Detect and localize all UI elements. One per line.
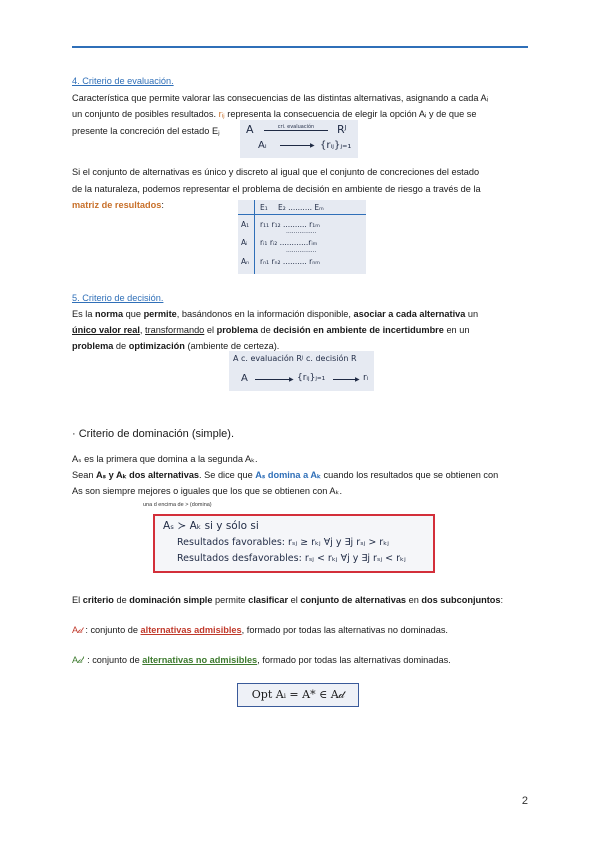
paragraph-line-2: de la naturaleza, podemos representar el problema de decisión en ambiente de riesgo a través de la [72,184,481,194]
optimal-formula-box [237,683,359,707]
evaluation-formula: A cri. evaluación Rᴶ Aᵢ ▶ {rᵢⱼ}ⱼ₌₁ [240,120,358,158]
dominance-note: una d encima de > (domina) [143,502,212,508]
section-4-line-3: presente la concreción del estado Eⱼ [72,126,220,136]
section-5-line-1: Es la norma que permite, basándonos en la información disponible, asociar a cada alternativa un [72,309,479,319]
matrix-row-a1: r₁₁ r₁₂ .......... r₁ₘ [260,220,320,229]
admissible-line: A𝒹 : conjunto de alternativas admisibles, formado por todas las alternativas no dominadas. [72,625,448,635]
results-matrix: E₁ E₂ .......... Eₘ A₁ r₁₁ r₁₂ .......... r₁ₘ ................ Aᵢ rᵢ₁ rᵢ₂ ............rᵢₘ ................ Aₙ rₙ₁ rₙ₂ .......... rₙₘ [238,200,366,274]
section-5-line-2: único valor real, transformando el problema de decisión en ambiente de incertidumbre en un [72,325,470,335]
dominance-definition-box: Aₛ ≻ Aₖ si y sólo si Resultados favorables: rₛⱼ ≥ rₖⱼ ∀j y ∃j rₛⱼ > rₖⱼ Resultados desfavorables: rₛⱼ < rₖⱼ ∀j y ∃j rₛⱼ < rₖⱼ [153,514,435,573]
classification-line: El criterio de dominación simple permite clasificar el conjunto de alternativas en dos subconjuntos: [72,595,504,605]
decision-formula: A c. evaluación Rᴶ c. decisión R A ▶ {rᵢⱼ}ⱼ₌₁ ▶ rᵢ [229,351,374,391]
dominance-line-1: Aₛ es la primera que domina a la segunda Aₖ. [72,454,258,464]
matrix-header-e1: E₁ [260,203,268,212]
non-admissible-alternatives-link: alternativas no admisibles [142,655,258,665]
dominance-line-3: As son siempre mejores o iguales que los que se obtienen con Aₖ. [72,486,342,496]
paragraph-line-1: Si el conjunto de alternativas es único y discreto al igual que el conjunto de concreciones del estado [72,167,480,177]
matrix-row-an: rₙ₁ rₙ₂ .......... rₙₘ [260,257,320,266]
matrix-row-a1-label: A₁ [241,220,250,229]
matrix-row-an-label: Aₙ [241,257,250,266]
section-4-line-2: un conjunto de posibles resultados. rᵢⱼ representa la consecuencia de elegir la opción Aᵢ y de que se [72,109,477,119]
page-number: 2 [521,795,528,807]
section-4-heading: 4. Criterio de evaluación. [72,76,174,86]
section-4-line-1: Característica que permite valorar las consecuencias de las distintas alternativas, asignando a cada Aᵢ [72,93,489,103]
section-5-line-3: problema de optimización (ambiente de certeza). [72,341,280,351]
paragraph-line-3: matriz de resultados: [72,200,164,210]
matrix-row-ai: rᵢ₁ rᵢ₂ ............rᵢₘ [260,238,318,247]
dominance-line-2: Sean Aₛ y Aₖ dos alternativas. Se dice que Aₛ domina a Aₖ cuando los resultados que se obtienen con [72,470,499,480]
section-5-heading: 5. Criterio de decisión. [72,293,164,303]
optimal-formula: Opt Aᵢ = A* ∈ A𝒹 [251,688,345,701]
dominance-heading: · Criterio de dominación (simple). [72,428,234,440]
admissible-alternatives-link: alternativas admisibles [140,625,242,635]
header-rule [72,46,528,48]
non-admissible-line: A𝒹' : conjunto de alternativas no admisibles, formado por todas las alternativas dominadas. [72,655,451,665]
matrix-row-ai-label: Aᵢ [241,238,248,247]
matrix-header-em: E₂ .......... Eₘ [278,203,324,212]
